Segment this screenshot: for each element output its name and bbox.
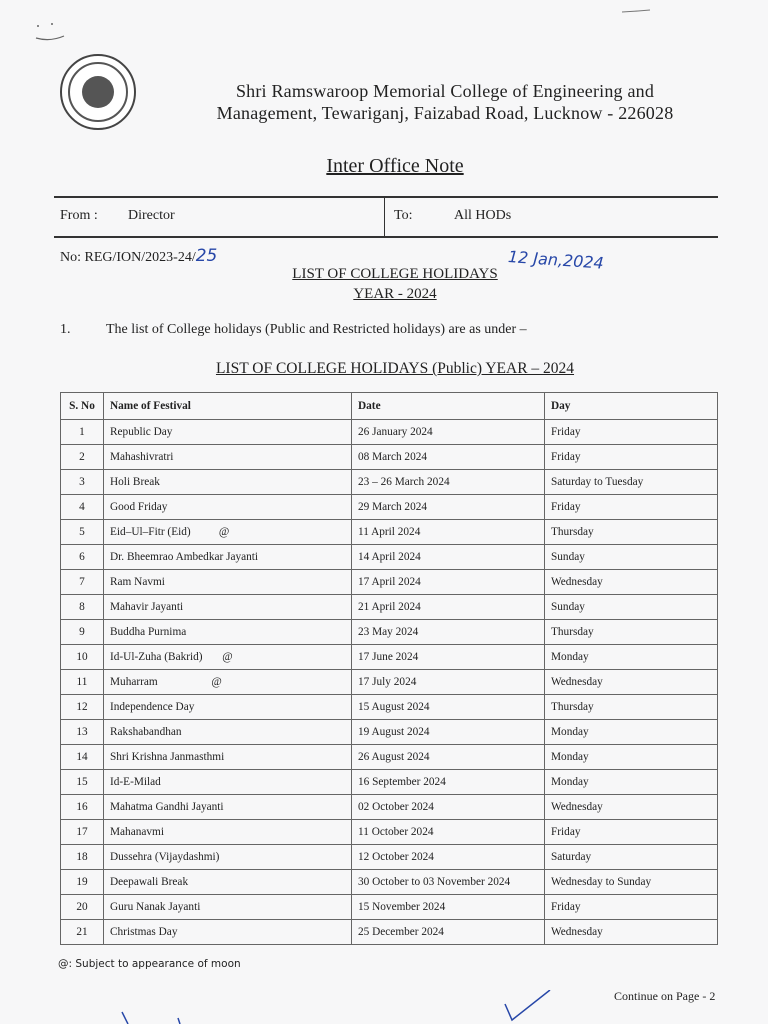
cell-sno: 1 bbox=[61, 420, 104, 445]
header-festival: Name of Festival bbox=[104, 393, 352, 420]
cell-sno: 18 bbox=[61, 845, 104, 870]
cell-day: Sunday bbox=[545, 545, 718, 570]
cell-sno: 8 bbox=[61, 595, 104, 620]
table-row bbox=[61, 545, 718, 570]
table-row bbox=[61, 695, 718, 720]
cell-festival: Rakshabandhan bbox=[104, 720, 352, 745]
reference-handwritten: 25 bbox=[195, 246, 218, 266]
cell-festival: Ram Navmi bbox=[104, 570, 352, 595]
table-row bbox=[61, 520, 718, 545]
cell-festival: Mahashivratri bbox=[104, 445, 352, 470]
table-row bbox=[61, 845, 718, 870]
cell-day: Friday bbox=[545, 820, 718, 845]
cell-date: 25 December 2024 bbox=[352, 920, 545, 945]
cell-date: 15 November 2024 bbox=[352, 895, 545, 920]
table-row bbox=[61, 870, 718, 895]
cell-festival: Independence Day bbox=[104, 695, 352, 720]
cell-date: 26 January 2024 bbox=[352, 420, 545, 445]
cell-date: 02 October 2024 bbox=[352, 795, 545, 820]
cell-date: 17 July 2024 bbox=[352, 670, 545, 695]
cell-festival: Shri Krishna Janmasthmi bbox=[104, 745, 352, 770]
cell-festival: Deepawali Break bbox=[104, 870, 352, 895]
cell-day: Wednesday bbox=[545, 570, 718, 595]
list-heading: LIST OF COLLEGE HOLIDAYS bbox=[292, 266, 498, 282]
cell-date: 08 March 2024 bbox=[352, 445, 545, 470]
table-row bbox=[61, 445, 718, 470]
table-row bbox=[61, 820, 718, 845]
cell-festival: Eid–Ul–Fitr (Eid) @ bbox=[104, 520, 352, 545]
reference-number bbox=[60, 246, 217, 266]
cell-day: Saturday to Tuesday bbox=[545, 470, 718, 495]
table-row bbox=[61, 920, 718, 945]
cell-date: 23 May 2024 bbox=[352, 620, 545, 645]
document-title: Inter Office Note bbox=[326, 155, 464, 177]
cell-festival: Mahanavmi bbox=[104, 820, 352, 845]
cell-sno: 7 bbox=[61, 570, 104, 595]
header-day: Day bbox=[545, 393, 718, 420]
reference-prefix: No: REG/ION/2023-24/ bbox=[60, 250, 196, 265]
table-row bbox=[61, 795, 718, 820]
cell-day: Friday bbox=[545, 445, 718, 470]
cell-day: Friday bbox=[545, 895, 718, 920]
cell-sno: 10 bbox=[61, 645, 104, 670]
cell-day: Thursday bbox=[545, 620, 718, 645]
cell-festival: Good Friday bbox=[104, 495, 352, 520]
cell-day: Monday bbox=[545, 645, 718, 670]
cell-sno: 9 bbox=[61, 620, 104, 645]
cell-sno: 3 bbox=[61, 470, 104, 495]
from-value: Director bbox=[128, 208, 175, 223]
table-row bbox=[61, 420, 718, 445]
cell-day: Wednesday bbox=[545, 670, 718, 695]
from-label: From : bbox=[60, 208, 98, 223]
to-value: All HODs bbox=[454, 208, 512, 223]
cell-date: 21 April 2024 bbox=[352, 595, 545, 620]
cell-festival: Dr. Bheemrao Ambedkar Jayanti bbox=[104, 545, 352, 570]
cell-date: 15 August 2024 bbox=[352, 695, 545, 720]
cell-date: 29 March 2024 bbox=[352, 495, 545, 520]
cell-day: Wednesday bbox=[545, 920, 718, 945]
cell-sno: 21 bbox=[61, 920, 104, 945]
corner-scribble bbox=[30, 20, 70, 44]
cell-day: Friday bbox=[545, 420, 718, 445]
from-to-box bbox=[54, 196, 718, 238]
table-row bbox=[61, 570, 718, 595]
table-title: LIST OF COLLEGE HOLIDAYS (Public) YEAR – 2024 bbox=[215, 360, 575, 377]
table-row bbox=[61, 670, 718, 695]
cell-festival: Id-E-Milad bbox=[104, 770, 352, 795]
college-name-line2: Management, Tewariganj, Faizabad Road, Lucknow - 226028 bbox=[216, 103, 674, 123]
pen-mark bbox=[620, 8, 656, 14]
to-label: To: bbox=[394, 208, 413, 223]
cell-day: Thursday bbox=[545, 695, 718, 720]
cell-sno: 15 bbox=[61, 770, 104, 795]
table-row bbox=[61, 720, 718, 745]
table-row bbox=[61, 645, 718, 670]
cell-festival: Buddha Purnima bbox=[104, 620, 352, 645]
cell-sno: 13 bbox=[61, 720, 104, 745]
college-name bbox=[150, 80, 740, 124]
cell-day: Wednesday to Sunday bbox=[545, 870, 718, 895]
year-heading: YEAR - 2024 bbox=[353, 286, 437, 302]
table-row bbox=[61, 895, 718, 920]
cell-sno: 20 bbox=[61, 895, 104, 920]
cell-date: 23 – 26 March 2024 bbox=[352, 470, 545, 495]
intro-paragraph bbox=[60, 322, 527, 338]
cell-date: 14 April 2024 bbox=[352, 545, 545, 570]
table-row bbox=[61, 620, 718, 645]
cell-day: Monday bbox=[545, 770, 718, 795]
cell-festival: Christmas Day bbox=[104, 920, 352, 945]
cell-date: 30 October to 03 November 2024 bbox=[352, 870, 545, 895]
cell-sno: 4 bbox=[61, 495, 104, 520]
cell-day: Monday bbox=[545, 745, 718, 770]
handwritten-date: 12 Jan,2024 bbox=[507, 247, 605, 273]
table-row bbox=[61, 470, 718, 495]
cell-date: 12 October 2024 bbox=[352, 845, 545, 870]
cell-day: Sunday bbox=[545, 595, 718, 620]
cell-festival: Guru Nanak Jayanti bbox=[104, 895, 352, 920]
logo-emblem bbox=[82, 76, 114, 108]
cell-date: 17 June 2024 bbox=[352, 645, 545, 670]
cell-sno: 12 bbox=[61, 695, 104, 720]
cell-festival: Id-Ul-Zuha (Bakrid) @ bbox=[104, 645, 352, 670]
cell-sno: 16 bbox=[61, 795, 104, 820]
cell-date: 26 August 2024 bbox=[352, 745, 545, 770]
cell-day: Monday bbox=[545, 720, 718, 745]
cell-festival: Dussehra (Vijaydashmi) bbox=[104, 845, 352, 870]
paragraph-number: 1. bbox=[60, 322, 71, 337]
cell-date: 11 April 2024 bbox=[352, 520, 545, 545]
cell-sno: 14 bbox=[61, 745, 104, 770]
cell-sno: 6 bbox=[61, 545, 104, 570]
cell-date: 19 August 2024 bbox=[352, 720, 545, 745]
cell-date: 11 October 2024 bbox=[352, 820, 545, 845]
table-row bbox=[61, 745, 718, 770]
cell-sno: 19 bbox=[61, 870, 104, 895]
cell-day: Friday bbox=[545, 495, 718, 520]
signature-marks bbox=[110, 990, 570, 1024]
cell-date: 17 April 2024 bbox=[352, 570, 545, 595]
cell-day: Wednesday bbox=[545, 795, 718, 820]
holiday-table bbox=[60, 392, 718, 945]
cell-sno: 5 bbox=[61, 520, 104, 545]
table-row bbox=[61, 495, 718, 520]
continue-note: Continue on Page - 2 bbox=[614, 989, 716, 1003]
cell-day: Saturday bbox=[545, 845, 718, 870]
table-row bbox=[61, 595, 718, 620]
cell-festival: Muharram @ bbox=[104, 670, 352, 695]
college-name-line1: Shri Ramswaroop Memorial College of Engineering and bbox=[235, 81, 655, 101]
cell-festival: Mahavir Jayanti bbox=[104, 595, 352, 620]
cell-festival: Mahatma Gandhi Jayanti bbox=[104, 795, 352, 820]
cell-date: 16 September 2024 bbox=[352, 770, 545, 795]
from-to-divider bbox=[384, 198, 385, 236]
header-date: Date bbox=[352, 393, 545, 420]
footnote: @: Subject to appearance of moon bbox=[58, 958, 241, 970]
college-logo bbox=[60, 54, 136, 130]
cell-festival: Holi Break bbox=[104, 470, 352, 495]
cell-sno: 2 bbox=[61, 445, 104, 470]
cell-day: Thursday bbox=[545, 520, 718, 545]
cell-sno: 17 bbox=[61, 820, 104, 845]
header-sno: S. No bbox=[61, 393, 104, 420]
table-header-row bbox=[61, 393, 718, 420]
table-row bbox=[61, 770, 718, 795]
cell-festival: Republic Day bbox=[104, 420, 352, 445]
cell-sno: 11 bbox=[61, 670, 104, 695]
paragraph-text: The list of College holidays (Public and Restricted holidays) are as under – bbox=[106, 322, 527, 337]
